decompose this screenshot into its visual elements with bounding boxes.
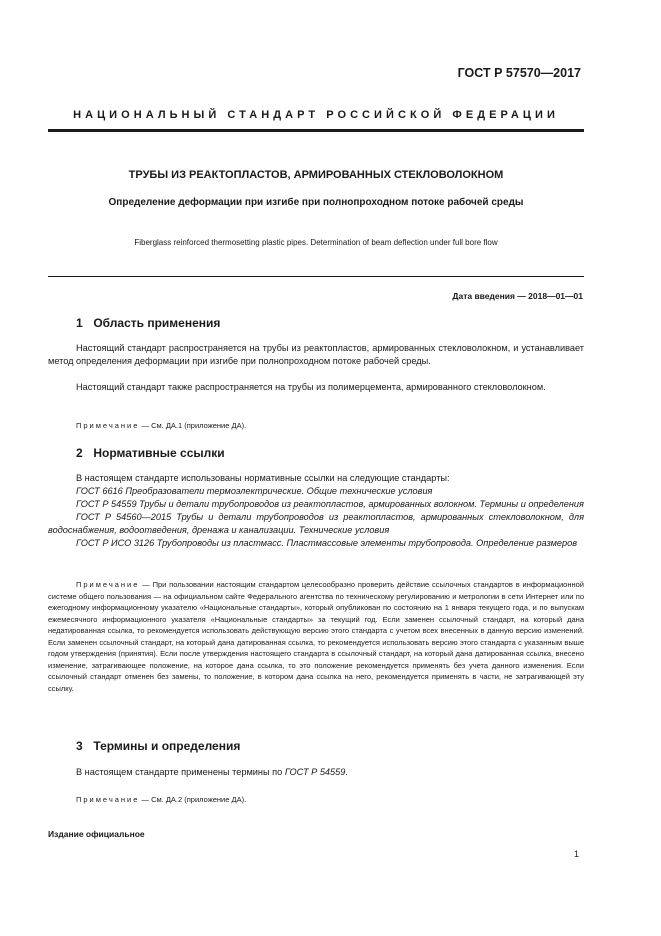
- section-1-heading: [76, 316, 220, 330]
- references-block: [48, 472, 584, 550]
- note-text: — См. ДА.2 (приложение ДА).: [139, 795, 247, 804]
- paragraph-text: .: [345, 767, 348, 777]
- reference-item: ГОСТ Р 54560—2015 Трубы и детали трубопроводов из реактопластов, армированных стекловолокном, для водоснабжения, водоотведения, дренажа и канализации. Технические условия: [48, 512, 584, 535]
- section-title: Термины и определения: [93, 739, 241, 753]
- edition-label: Издание официальное: [48, 829, 145, 839]
- section-1-note: [48, 420, 584, 432]
- note-label: Примечание: [76, 421, 140, 430]
- section-1-paragraph-2: Настоящий стандарт также распространяется на трубы из полимерцемента, армированного стекловолокном.: [76, 382, 546, 392]
- document-title: ТРУБЫ ИЗ РЕАКТОПЛАСТОВ, АРМИРОВАННЫХ СТЕКЛОВОЛОКНОМ: [128, 169, 504, 181]
- section-2-note: [48, 579, 584, 694]
- section-3-heading: [76, 739, 240, 753]
- standard-number: ГОСТ Р 57570—2017: [457, 66, 581, 80]
- english-title: Fiberglass reinforced thermosetting plastic pipes. Determination of beam deflection under full bore flow: [134, 238, 498, 247]
- header-divider: [48, 129, 584, 132]
- reference-item: ГОСТ Р 54559 Трубы и детали трубопроводов из реактопластов, армированных волокном. Термины и определения: [76, 499, 584, 509]
- section-title: Нормативные ссылки: [93, 446, 225, 460]
- paragraph-text: В настоящем стандарте применены термины по: [76, 767, 285, 777]
- references-intro: В настоящем стандарте использованы нормативные ссылки на следующие стандарты:: [76, 473, 450, 483]
- section-3-note: [48, 794, 584, 806]
- section-2-heading: [76, 446, 225, 460]
- section-3-paragraph: [48, 766, 584, 779]
- document-subtitle: Определение деформации при изгибе при полнопроходном потоке рабочей среды: [108, 197, 524, 208]
- note-text: — При пользовании настоящим стандартом целесообразно проверить действие ссылочных стандартов в информационной системе общего пользования — на официальном сайте Федерального агентства по техническому регулированию и метрологии в сети Интернет или по ежегодному информационному указателю «Национальные стандарты», который опубликован по состоянию на 1 января текущего года, и по выпускам ежемесячного информационного указателя «Национальные стандарты» за текущий год. Если заменен ссылочный стандарт, на который дана недатированная ссылка, то рекомендуется использовать действующую версию этого стандарта с учетом всех внесенных в данную версию изменений. Если заменен ссылочный стандарт, на который дана датированная ссылка, то рекомендуется использовать версию этого стандарта с указанным выше годом утверждения (принятия). Если после утверждения настоящего стандарта в ссылочный стандарт, на который дана датированная ссылка, внесено изменение, затрагивающее положение, на которое дана ссылка, то это положение рекомендуется применять без учета данного изменения. Если ссылочный стандарт отменен без замены, то положение, в котором дана ссылка на него, рекомендуется применять в части, не затрагивающей эту ссылку.: [48, 580, 584, 693]
- reference-item: ГОСТ Р ИСО 3126 Трубопроводы из пластмасс. Пластмассовые элементы трубопровода. Определение размеров: [76, 538, 578, 548]
- section-number: 3: [76, 739, 83, 753]
- section-number: 1: [76, 316, 83, 330]
- reference-item: ГОСТ 6616 Преобразователи термоэлектрические. Общие технические условия: [76, 486, 433, 496]
- introduction-date: Дата введения — 2018—01—01: [452, 291, 583, 301]
- national-standard-title: НАЦИОНАЛЬНЫЙ СТАНДАРТ РОССИЙСКОЙ ФЕДЕРАЦИИ: [73, 109, 559, 121]
- section-title: Область применения: [93, 316, 221, 330]
- note-label: Примечание: [76, 580, 140, 589]
- reference-link: ГОСТ Р 54559: [284, 767, 346, 777]
- section-number: 2: [76, 446, 83, 460]
- page-number: 1: [573, 849, 579, 859]
- title-divider: [48, 276, 584, 277]
- note-label: Примечание: [76, 795, 140, 804]
- section-1-paragraph-1: Настоящий стандарт распространяется на трубы из реактопластов, армированных стекловолокном, и устанавливает метод определения деформации при изгибе при полнопроходном потоке рабочей среды.: [48, 343, 584, 366]
- note-text: — См. ДА.1 (приложение ДА).: [139, 421, 247, 430]
